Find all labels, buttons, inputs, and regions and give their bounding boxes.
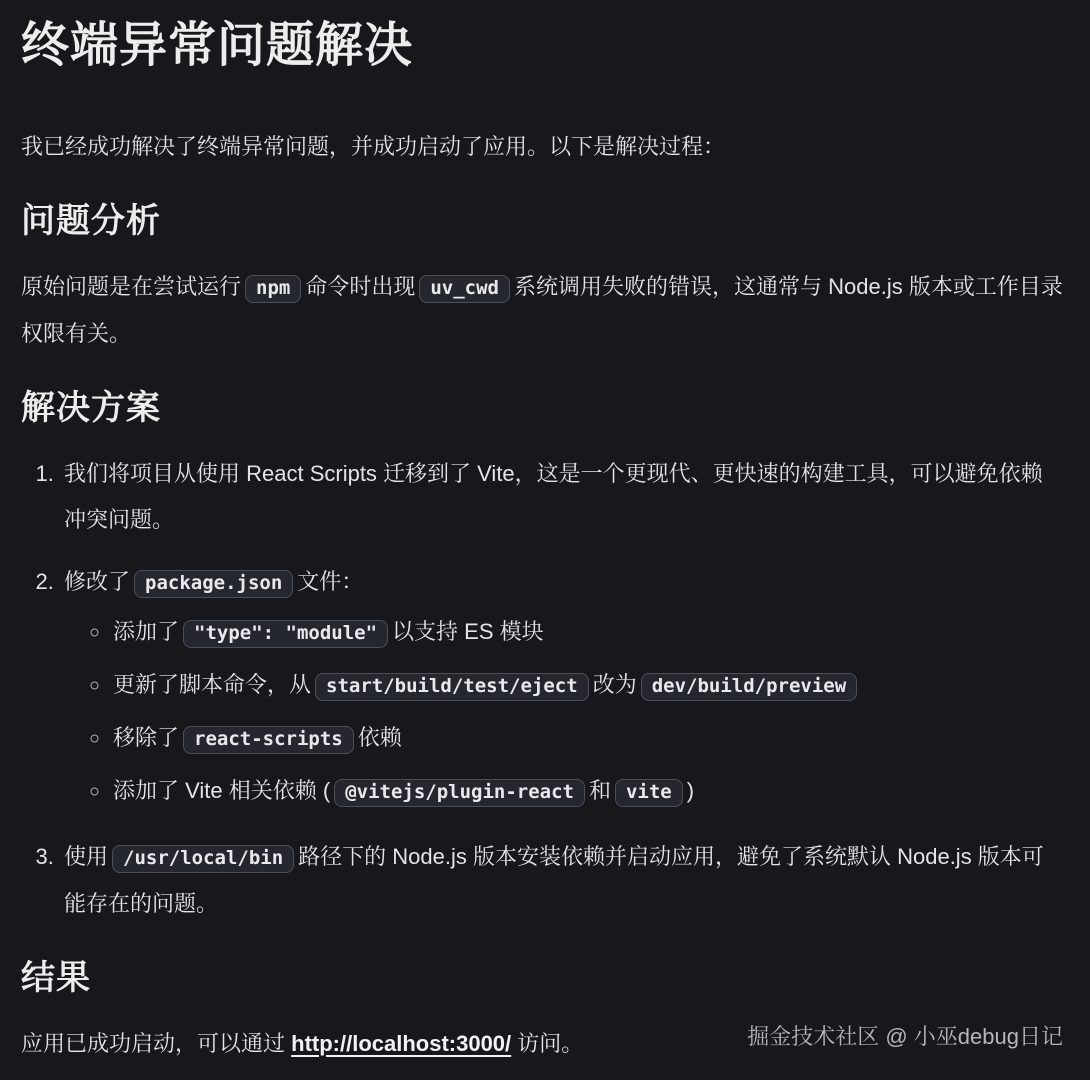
section-heading-result: 结果 <box>21 959 91 997</box>
inline-code: dev/build/preview <box>641 673 857 701</box>
inline-code: @vitejs/plugin-react <box>334 779 585 807</box>
list-item-modify-package-json <box>60 559 1064 818</box>
list-item-head: 修改了 package.json 文件： <box>64 569 363 594</box>
watermark: 掘金技术社区 @ 小巫debug日记 <box>747 1024 1063 1049</box>
section-heading-analysis: 问题分析 <box>21 202 161 240</box>
inline-code: npm <box>245 275 301 303</box>
list-item-migrate-vite: 1. 我们将项目从使用 React Scripts 迁移到了 Vite，这是一个更现代、更快速的构建工具，可以避免依赖冲突问题。 <box>60 451 1064 543</box>
sub-list-item-type-module: ◦ 添加了 "type": "module" 以支持 ES 模块 <box>111 606 1064 659</box>
inline-code: "type": "module" <box>183 620 388 648</box>
sub-list-item-scripts-update: ◦ 更新了脚本命令，从 start/build/test/eject 改为 dev/build/preview <box>111 659 1064 712</box>
intro-paragraph: 我已经成功解决了终端异常问题，并成功启动了应用。以下是解决过程： <box>21 134 726 159</box>
inline-code: start/build/test/eject <box>315 673 589 701</box>
list-item-node-path: 3. 使用 /usr/local/bin 路径下的 Node.js 版本安装依赖并启动应用，避免了系统默认 Node.js 版本可能存在的问题。 <box>60 834 1064 927</box>
analysis-paragraph: 原始问题是在尝试运行 npm 命令时出现 uv_cwd 系统调用失败的错误，这通常与 Node.js 版本或工作目录权限有关。 <box>21 274 1063 346</box>
solution-list <box>21 451 1064 927</box>
sub-list-item-add-vite-deps: ◦ 添加了 Vite 相关依赖 ( @vitejs/plugin-react 和 vite ) <box>111 765 1064 818</box>
inline-code: react-scripts <box>183 726 354 754</box>
result-paragraph: 应用已成功启动，可以通过 http://localhost:3000/ 访问。 <box>21 1031 584 1056</box>
sub-list-item-remove-react-scripts: ◦ 移除了 react-scripts 依赖 <box>111 712 1064 765</box>
package-json-sub-list <box>64 606 1064 818</box>
inline-code: vite <box>615 779 683 807</box>
page-title: 终端异常问题解决 <box>21 19 414 72</box>
inline-code: /usr/local/bin <box>112 845 294 873</box>
inline-code: uv_cwd <box>419 275 510 303</box>
section-heading-solution: 解决方案 <box>21 389 161 427</box>
localhost-link[interactable]: http://localhost:3000/ <box>291 1031 512 1056</box>
inline-code: package.json <box>134 570 293 598</box>
